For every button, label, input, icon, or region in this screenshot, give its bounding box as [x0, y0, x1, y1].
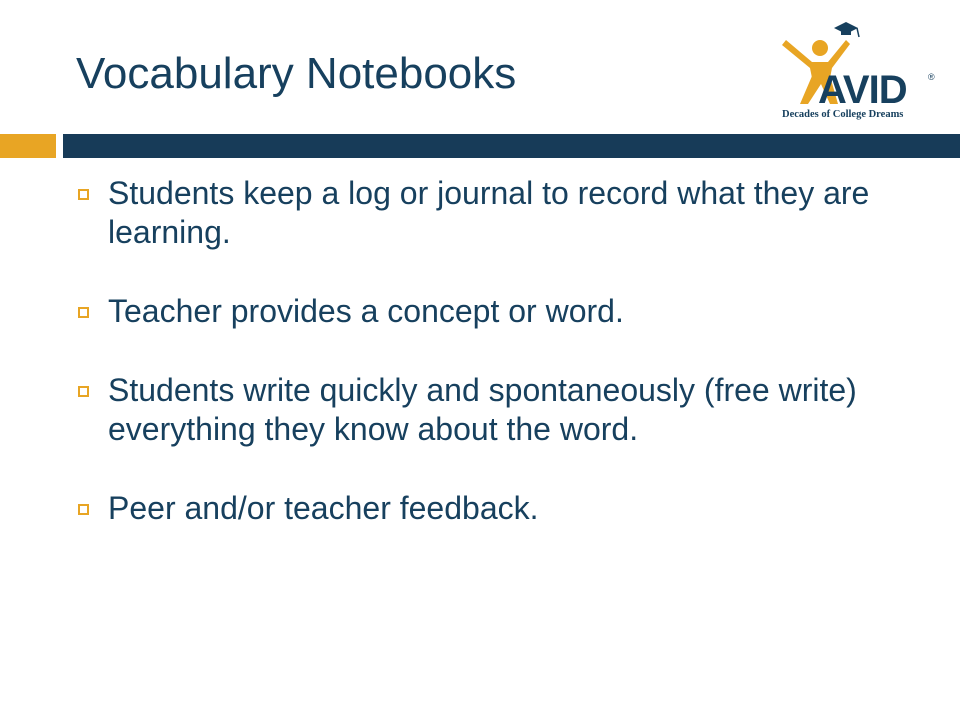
accent-bar-gold: [0, 134, 56, 158]
logo-registered-mark: ®: [928, 72, 935, 82]
logo-wordmark: AVID: [818, 68, 907, 112]
bullet-text: Peer and/or teacher feedback.: [108, 490, 539, 526]
slide-title: Vocabulary Notebooks: [76, 49, 517, 98]
avid-logo: [778, 18, 938, 122]
bullet-item: [78, 292, 938, 331]
bullet-text: Students write quickly and spontaneously (free write) everything they know about the word.: [108, 372, 857, 447]
logo-tagline: Decades of College Dreams: [782, 109, 904, 120]
accent-bar-navy: [63, 134, 960, 158]
bullet-item: [78, 371, 938, 449]
hollow-square-icon: [78, 386, 89, 397]
hollow-square-icon: [78, 504, 89, 515]
bullet-text: Students keep a log or journal to record what they are learning.: [108, 175, 870, 250]
bullet-list: [78, 174, 938, 568]
bullet-text: Teacher provides a concept or word.: [108, 293, 624, 329]
hollow-square-icon: [78, 307, 89, 318]
bullet-item: [78, 489, 938, 528]
bullet-item: [78, 174, 938, 252]
hollow-square-icon: [78, 189, 89, 200]
